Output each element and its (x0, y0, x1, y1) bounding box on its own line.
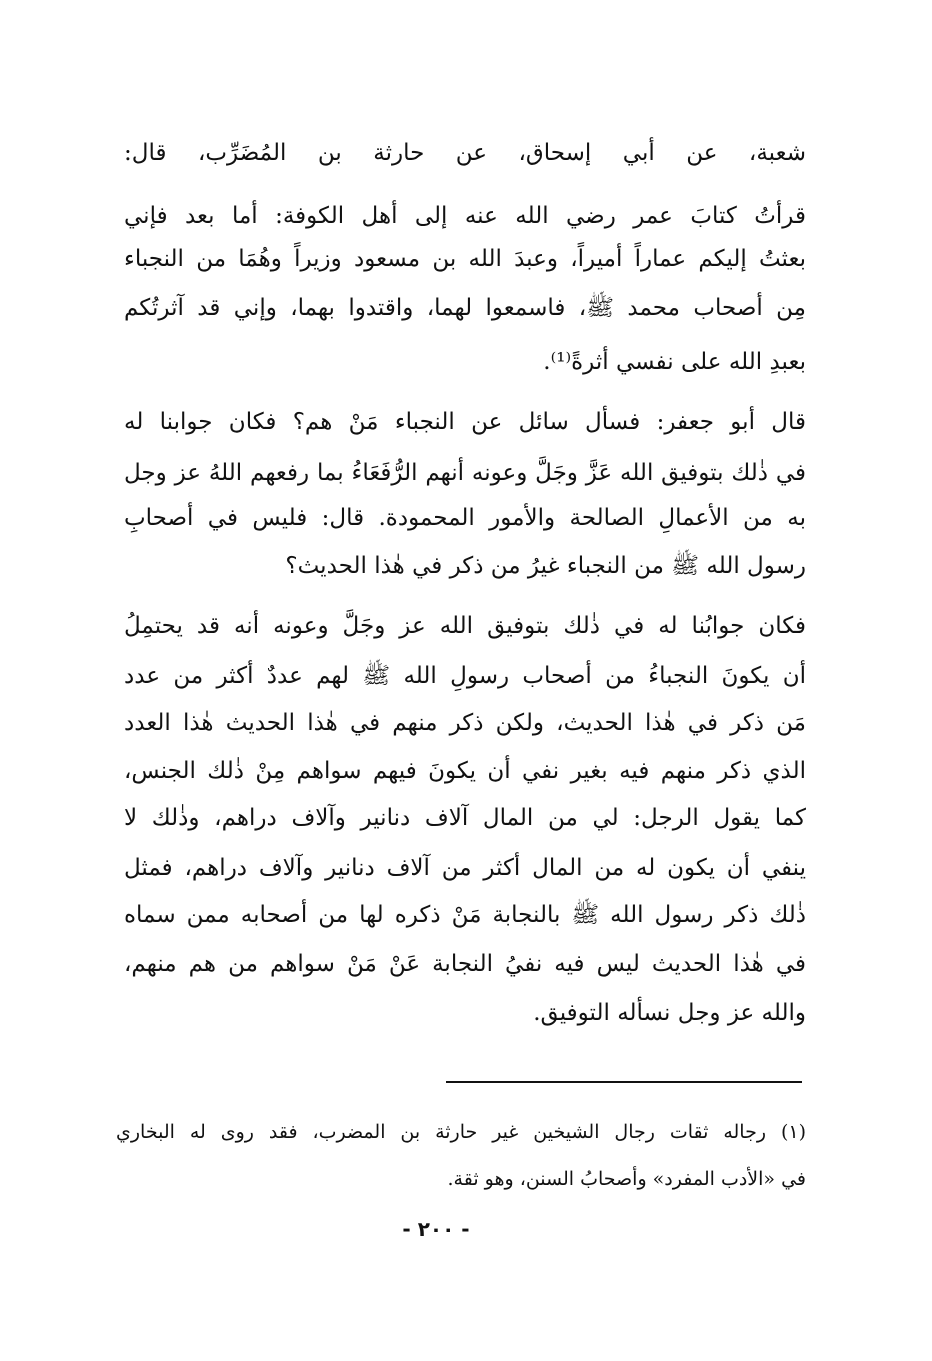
body-line: بعثتُ إليكم عماراً أميراً، وعبدَ الله بن مسعود وزيراً وهُمَا من النجباء (124, 246, 806, 272)
body-line: فكان جوابُنا له في ذٰلك بتوفيق الله عز وجَلَّ وعونه أنه قد يحتمِلُ (124, 613, 806, 639)
body-line: كما يقول الرجل: لي من المال آلاف دنانير وآلاف دراهم، وذٰلك لا (124, 805, 806, 831)
body-line: في ذٰلك بتوفيق الله عَزَّ وجَلَّ وعونه أنهم الرُّفَعَاءُ بما رفعهم اللهُ عز وجل (124, 460, 806, 486)
body-line: في هٰذا الحديث ليس فيه نفيُ النجابة عَنْ مَنْ سواهم من هم منهم، (124, 951, 806, 977)
body-line: ذٰلك ذكر رسول الله ﷺ بالنجابة مَنْ ذكره لها من أصحابه ممن سماه (124, 902, 806, 928)
body-line: قرأتُ كتابَ عمر رضي الله عنه إلى أهل الكوفة: أما بعد فإني (124, 203, 806, 229)
body-line: والله عز وجل نسأله التوفيق. (533, 1000, 806, 1026)
body-line: مِن أصحاب محمد ﷺ، فاسمعوا لهما، واقتدوا بهما، وإني قد آثرتُكم (124, 295, 806, 321)
footnote-separator (446, 1081, 802, 1083)
footnote-line: في «الأدب المفرد» وأصحابُ السنن، وهو ثقة. (447, 1168, 806, 1190)
body-line: شعبة، عن أبي إسحاق، عن حارثة بن المُضَرِّب، قال: (124, 140, 806, 166)
body-line: به من الأعمالِ الصالحة والأمور المحمودة. قال: فليس في أصحابِ (124, 505, 806, 531)
footnote-line: (١) رجاله ثقات رجال الشيخين غير حارثة بن المضرب، فقد روى له البخاري (116, 1121, 806, 1143)
body-line: ينفي أن يكون له من المال أكثر من آلاف دنانير وآلاف دراهم، فمثل (124, 855, 806, 881)
page-number: - ٢٠٠ - (402, 1217, 470, 1241)
body-line: الذي ذكر منهم فيه بغير نفي أن يكونَ فيهم سواهم مِنْ ذٰلك الجنس، (124, 758, 806, 784)
body-line: بعبدِ الله على نفسي أثرةً⁽¹⁾. (543, 349, 806, 375)
body-line: قال أبو جعفر: فسأل سائل عن النجباء مَنْ هم؟ فكان جوابنا له (124, 409, 806, 435)
body-line: مَن ذكر في هٰذا الحديث، ولكن ذكر منهم في هٰذا الحديث هٰذا العدد (124, 710, 806, 736)
body-line: أن يكونَ النجباءُ من أصحاب رسولِ الله ﷺ لهم عددٌ أكثر من عدد (124, 663, 806, 689)
body-line: رسول الله ﷺ من النجباء غيرُ من ذكر في هٰذا الحديث؟ (285, 553, 806, 579)
